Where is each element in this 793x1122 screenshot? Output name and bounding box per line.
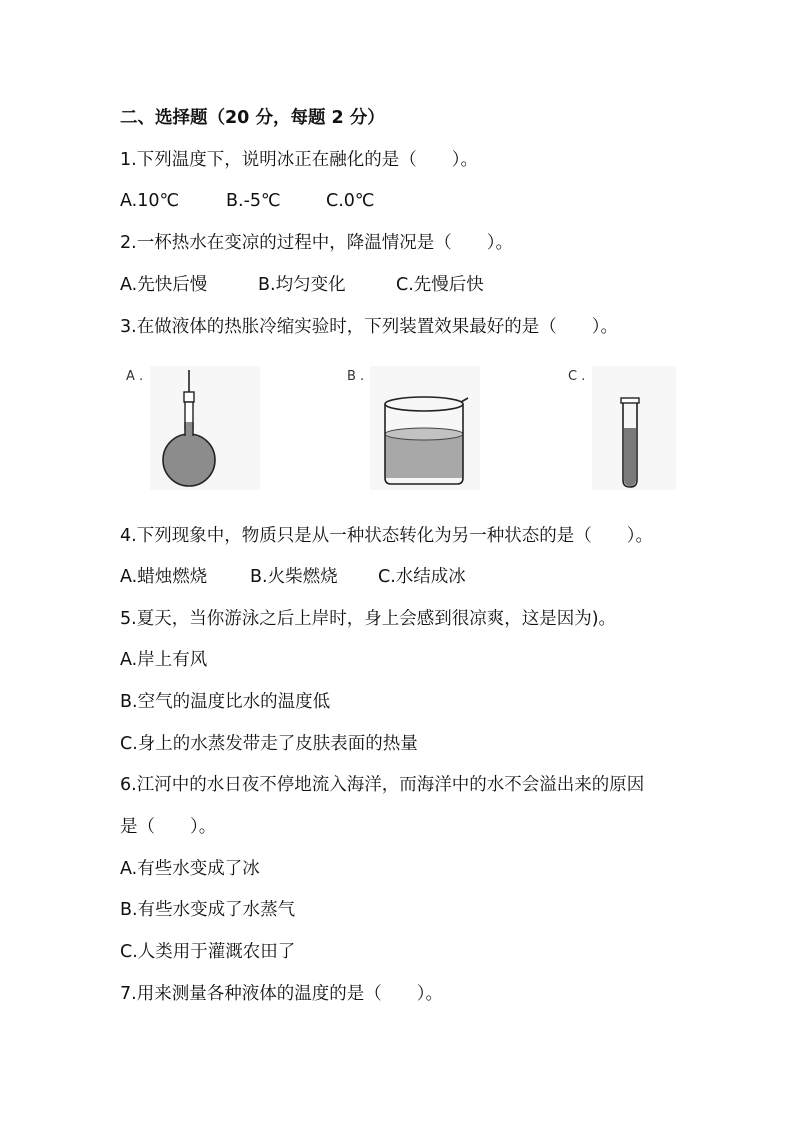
round-flask-icon <box>140 362 270 492</box>
question-6-stem-line-2: 是（ ）。 <box>120 817 217 837</box>
question-5-option-c[interactable]: C.身上的水蒸发带走了皮肤表面的热量 <box>120 734 418 754</box>
question-1-option-b[interactable]: B.-5℃ <box>226 191 281 211</box>
figure-c[interactable] <box>560 362 690 492</box>
question-6-stem-line-1: 6.江河中的水日夜不停地流入海洋，而海洋中的水不会溢出来的原因 <box>120 775 645 795</box>
question-2-option-a[interactable]: A.先快后慢 <box>120 275 208 295</box>
question-6-option-a[interactable]: A.有些水变成了冰 <box>120 859 260 879</box>
test-tube-icon <box>560 362 690 492</box>
question-6-option-b[interactable]: B.有些水变成了水蒸气 <box>120 900 296 920</box>
question-1-option-c[interactable]: C.0℃ <box>326 191 375 211</box>
figure-a[interactable] <box>140 362 270 492</box>
question-4-option-c[interactable]: C.水结成冰 <box>378 567 466 587</box>
question-2-option-c[interactable]: C.先慢后快 <box>396 275 484 295</box>
question-3-stem: 3.在做液体的热胀冷缩实验时，下列装置效果最好的是（ ）。 <box>120 317 618 337</box>
question-5-option-a[interactable]: A.岸上有风 <box>120 650 208 670</box>
section-title: 二、选择题（20 分，每题 2 分） <box>120 108 385 128</box>
question-4-option-a[interactable]: A.蜡烛燃烧 <box>120 567 208 587</box>
question-2-option-b[interactable]: B.均匀变化 <box>258 275 346 295</box>
figure-b[interactable] <box>360 362 490 492</box>
question-1-stem: 1.下列温度下，说明冰正在融化的是（ ）。 <box>120 150 478 170</box>
question-6-option-c[interactable]: C.人类用于灌溉农田了 <box>120 942 296 962</box>
question-5-option-b[interactable]: B.空气的温度比水的温度低 <box>120 692 331 712</box>
question-4-stem: 4.下列现象中，物质只是从一种状态转化为另一种状态的是（ ）。 <box>120 526 653 546</box>
figure-a-label[interactable]: A . <box>126 369 144 384</box>
figure-b-label[interactable]: B . <box>347 369 365 384</box>
question-4-option-b[interactable]: B.火柴燃烧 <box>250 567 338 587</box>
figure-c-label[interactable]: C . <box>568 369 586 384</box>
question-1-option-a[interactable]: A.10℃ <box>120 191 180 211</box>
question-7-stem: 7.用来测量各种液体的温度的是（ ）。 <box>120 984 443 1004</box>
question-2-stem: 2.一杯热水在变凉的过程中，降温情况是（ ）。 <box>120 233 513 253</box>
question-4-options <box>120 565 466 589</box>
beaker-icon <box>360 362 490 492</box>
question-1-options <box>120 189 375 213</box>
question-2-options <box>120 273 484 297</box>
question-5-stem: 5.夏天，当你游泳之后上岸时，身上会感到很凉爽，这是因为)。 <box>120 609 617 629</box>
